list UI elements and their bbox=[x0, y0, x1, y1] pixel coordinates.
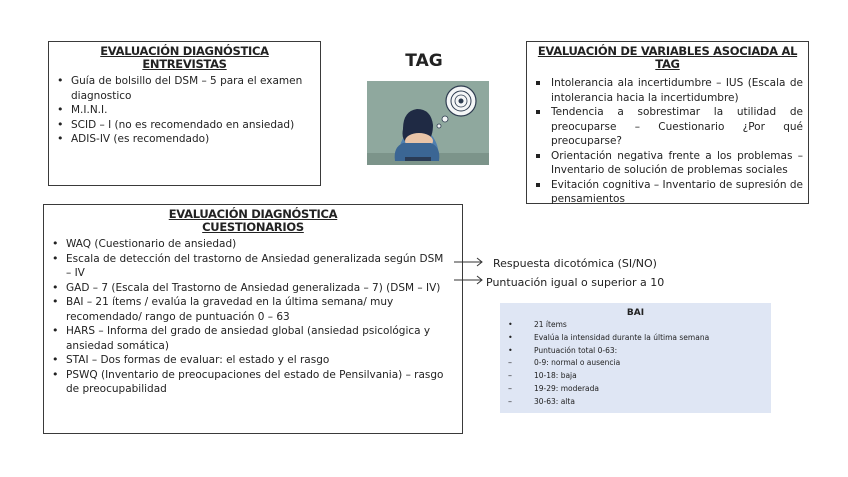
list-item: Tendencia a sobrestimar la utilidad de preocuparse – Cuestionario ¿Por qué preocuparse? bbox=[527, 105, 803, 149]
list-item: • Evalúa la intensidad durante la última semana bbox=[500, 332, 771, 345]
anxious-person-illustration bbox=[367, 81, 489, 165]
bai-list bbox=[500, 319, 771, 409]
puntuacion-note: Puntuación igual o superior a 10 bbox=[486, 276, 665, 289]
tag-title: TAG bbox=[405, 51, 443, 71]
list-item: Evitación cognitiva – Inventario de supresión de pensamientos bbox=[527, 178, 803, 207]
list-item: • WAQ (Cuestionario de ansiedad) bbox=[44, 237, 444, 252]
list-item: Orientación negativa frente a los problemas – Inventario de solución de problemas sociales bbox=[527, 149, 803, 178]
cuestionarios-list bbox=[44, 237, 462, 397]
list-item: • Puntuación total 0-63: bbox=[500, 345, 771, 358]
cuestionarios-title-line2: CUESTIONARIOS bbox=[202, 220, 304, 234]
bai-box bbox=[500, 303, 771, 413]
cuestionarios-title bbox=[44, 208, 462, 234]
variables-list bbox=[527, 76, 808, 207]
arrow-right-icon bbox=[454, 276, 482, 284]
list-item: – 19-29: moderada bbox=[500, 383, 771, 396]
entrevistas-box bbox=[48, 41, 321, 186]
list-item: • BAI – 21 ítems / evalúa la gravedad en la última semana/ muy recomendado/ rango de puntuación 0 – 63 bbox=[44, 295, 444, 324]
bai-title: BAI bbox=[626, 308, 645, 318]
list-item: • 21 ítems bbox=[500, 319, 771, 332]
entrevistas-title-line1: EVALUACIÓN DIAGNÓSTICA bbox=[100, 44, 269, 58]
entrevistas-list bbox=[49, 74, 320, 147]
list-item: – 0-9: normal o ausencia bbox=[500, 357, 771, 370]
entrevistas-title bbox=[49, 45, 320, 71]
cuestionarios-box bbox=[43, 204, 463, 434]
cuestionarios-title-line1: EVALUACIÓN DIAGNÓSTICA bbox=[168, 207, 338, 221]
list-item: • HARS – Informa del grado de ansiedad global (ansiedad psicológica y ansiedad somática) bbox=[44, 324, 444, 353]
connector-arrows bbox=[450, 252, 490, 286]
list-item: • STAI – Dos formas de evaluar: el estado y el rasgo bbox=[44, 353, 444, 368]
anxious-person-icon bbox=[367, 81, 489, 165]
list-item: • GAD – 7 (Escala del Trastorno de Ansiedad generalizada – 7) (DSM – IV) bbox=[44, 281, 444, 296]
respuesta-note: Respuesta dicotómica (SI/NO) bbox=[493, 257, 657, 270]
list-item: • PSWQ (Inventario de preocupaciones del estado de Pensilvania) – rasgo de preocupabilidad bbox=[44, 368, 444, 397]
list-item: • Escala de detección del trastorno de Ansiedad generalizada según DSM – IV bbox=[44, 252, 444, 281]
list-item: • SCID – I (no es recomendado en ansiedad) bbox=[49, 118, 306, 133]
list-item: Intolerancia ala incertidumbre – IUS (Escala de intolerancia hacia la incertidumbre) bbox=[527, 76, 803, 105]
variables-title: EVALUACIÓN DE VARIABLES ASOCIADA AL TAG bbox=[537, 44, 798, 71]
list-item: • M.I.N.I. bbox=[49, 103, 306, 118]
list-item: • Guía de bolsillo del DSM – 5 para el examen diagnostico bbox=[49, 74, 306, 103]
list-item: – 30-63: alta bbox=[500, 396, 771, 409]
list-item: – 10-18: baja bbox=[500, 370, 771, 383]
list-item: • ADIS-IV (es recomendado) bbox=[49, 132, 306, 147]
variables-box bbox=[526, 41, 809, 204]
arrow-right-icon bbox=[454, 258, 482, 266]
entrevistas-title-line2: ENTREVISTAS bbox=[142, 57, 227, 71]
